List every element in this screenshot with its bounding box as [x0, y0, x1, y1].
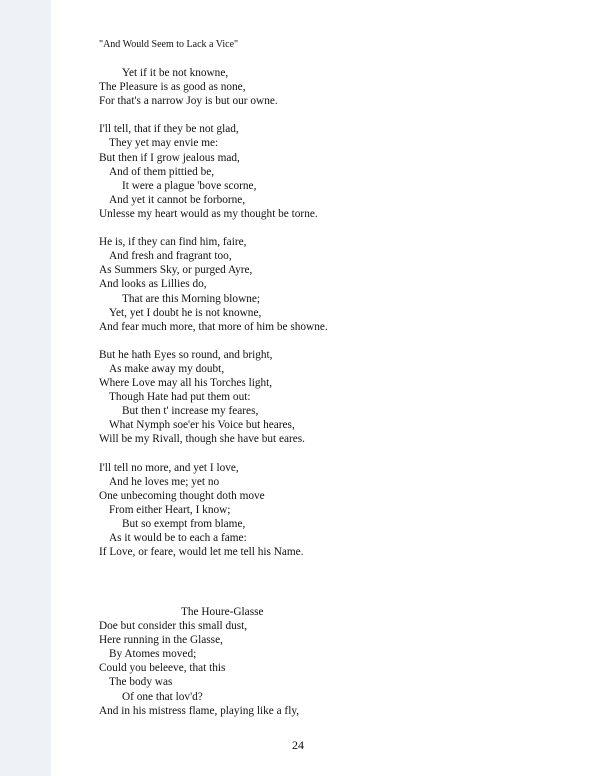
stanza [99, 235, 569, 334]
verse-line: And looks as Lillies do, [99, 278, 207, 291]
verse-line: They yet may envie me: [109, 137, 219, 150]
verse-line: Could you beleeve, that this [99, 662, 226, 675]
verse-line: It were a plague 'bove scorne, [122, 179, 257, 192]
verse-line: As Summers Sky, or purged Ayre, [99, 264, 253, 277]
verse-line: But then if I grow jealous mad, [99, 151, 240, 164]
verse-line: I'll tell, that if they be not glad, [99, 123, 239, 136]
verse-line: For that's a narrow Joy is but our owne. [99, 95, 278, 108]
running-header: "And Would Seem to Lack a Vice" [99, 39, 239, 50]
verse-line: But so exempt from blame, [122, 518, 246, 530]
verse-line: And in his mistress flame, playing like a fly, [99, 704, 300, 717]
verse-line: The body was [109, 676, 173, 689]
verse-line: Though Hate had put them out: [109, 391, 251, 404]
poem-lines [99, 619, 569, 718]
verse-line: And of them pittied be, [109, 165, 215, 178]
verse-line: And fresh and fragrant too, [109, 250, 232, 263]
stanza [99, 461, 569, 560]
verse-line: And yet it cannot be forborne, [109, 193, 246, 206]
verse-line: But he hath Eyes so round, and bright, [99, 348, 273, 361]
verse-line: As it would be to each a fame: [109, 532, 247, 545]
verse-line: By Atomes moved; [109, 648, 197, 661]
poem-body [99, 66, 569, 573]
verse-line: One unbecoming thought doth move [99, 489, 265, 502]
verse-line: I'll tell no more, and yet I love, [99, 461, 239, 474]
verse-line: The Pleasure is as good as none, [99, 81, 246, 94]
viewer-margin [0, 0, 51, 776]
verse-line: Will be my Rivall, though she have but eares. [99, 433, 305, 446]
stanza [99, 348, 569, 447]
verse-line: Where Love may all his Torches light, [99, 377, 273, 390]
poem-title: The Houre-Glasse [181, 606, 264, 618]
verse-line: Unlesse my heart would as my thought be torne. [99, 207, 318, 220]
verse-line: Here running in the Glasse, [99, 634, 223, 647]
verse-line: From either Heart, I know; [109, 503, 231, 516]
verse-line: And fear much more, that more of him be showne. [99, 320, 328, 333]
page-number: 24 [292, 738, 304, 752]
verse-line: Doe but consider this small dust, [99, 620, 248, 633]
verse-line: But then t' increase my feares, [122, 405, 259, 418]
stanza [99, 122, 569, 221]
verse-line: As make away my doubt, [109, 362, 225, 375]
verse-line: And he loves me; yet no [109, 475, 220, 488]
verse-line: Yet if it be not knowne, [122, 67, 229, 79]
verse-line: Of one that lov'd? [122, 690, 203, 703]
verse-line: What Nymph soe'er his Voice but heares, [109, 419, 295, 432]
stanza [99, 66, 569, 108]
verse-line: He is, if they can find him, faire, [99, 236, 247, 249]
poem-houre-glasse [99, 605, 569, 718]
verse-line: If Love, or feare, would let me tell his Name. [99, 546, 304, 559]
verse-line: That are this Morning blowne; [122, 292, 261, 305]
verse-line: Yet, yet I doubt he is not knowne, [109, 306, 262, 319]
